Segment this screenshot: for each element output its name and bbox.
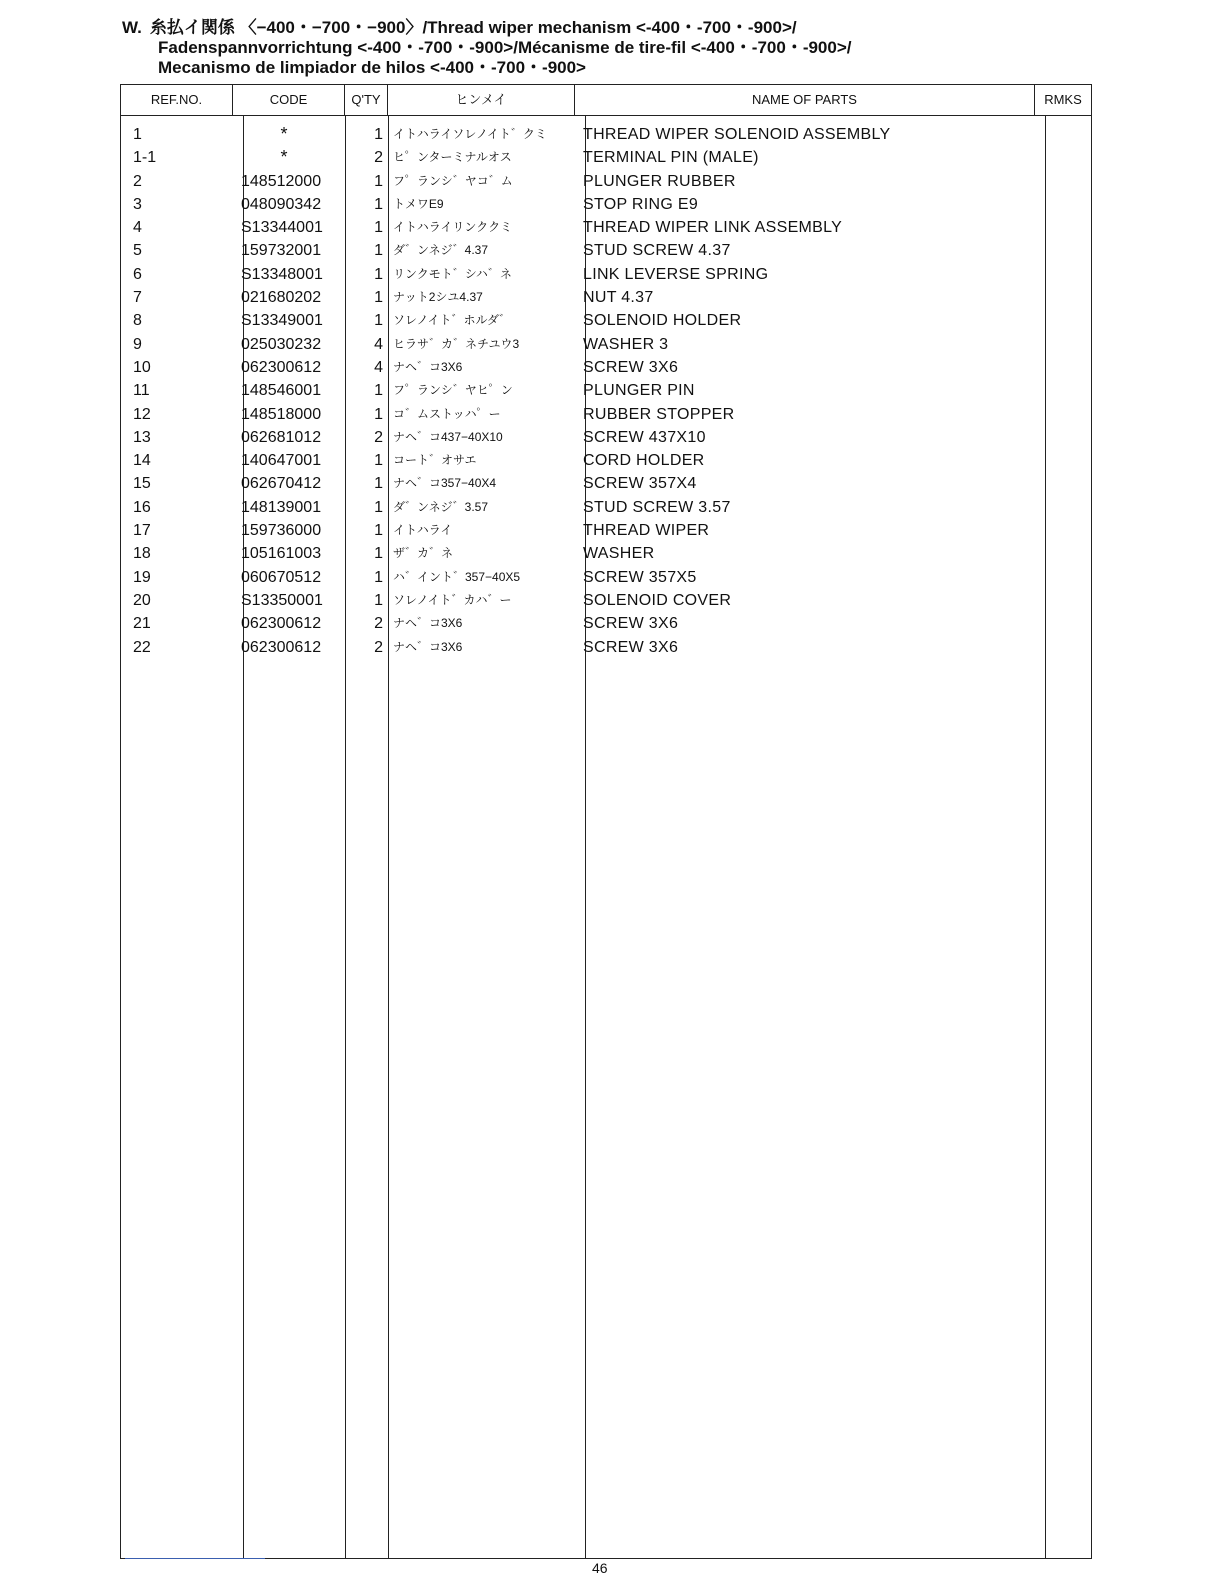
remarks-cell <box>1035 403 1091 426</box>
ref-no-cell: 16 <box>133 498 151 516</box>
code-cell: 148518000 <box>241 405 322 423</box>
table-header <box>121 85 1091 116</box>
kana-name-cell: ハ゛イント゛357−40X5 <box>393 569 521 584</box>
qty-cell: 1 <box>374 242 383 260</box>
ref-no-cell: 2 <box>133 172 142 190</box>
remarks-cell <box>1035 589 1091 612</box>
qty-cell: 1 <box>374 126 383 143</box>
kana-name-cell: ダ゛ンネジ゛4.37 <box>393 243 488 258</box>
ref-no-cell: 1-1 <box>133 149 157 167</box>
code-cell: 159732001 <box>241 242 322 260</box>
kana-name-cell: ダ゛ンネジ゛3.57 <box>393 499 488 514</box>
table-row <box>121 239 1091 262</box>
kana-name-cell: リンクモト゛シハ゛ネ <box>393 266 512 281</box>
table-row <box>121 123 1091 146</box>
qty-cell: 1 <box>374 289 383 307</box>
qty-cell: 1 <box>374 382 383 400</box>
qty-cell: 1 <box>374 195 383 213</box>
header-kana-name: ヒンメイ <box>388 85 575 115</box>
part-name-cell: NUT 4.37 <box>583 289 654 307</box>
part-name-cell: SOLENOID COVER <box>583 591 732 609</box>
ref-no-cell: 12 <box>133 405 151 423</box>
remarks-cell <box>1035 216 1091 239</box>
title-line-3: Mecanismo de limpiador de hilos <-400・-700・-900> <box>158 58 586 77</box>
page-number: 46 <box>592 1560 608 1576</box>
ref-no-cell: 9 <box>133 335 142 353</box>
part-name-cell: PLUNGER RUBBER <box>583 172 736 190</box>
table-row <box>121 496 1091 519</box>
document-title <box>122 18 1122 78</box>
part-name-cell: STOP RING E9 <box>583 195 699 213</box>
code-cell: 062300612 <box>241 615 322 633</box>
qty-cell: 2 <box>374 638 383 656</box>
table-row <box>121 286 1091 309</box>
remarks-cell <box>1035 123 1091 146</box>
code-cell: 025030232 <box>241 335 322 353</box>
part-name-cell: SCREW 357X5 <box>583 568 697 586</box>
table-row <box>121 542 1091 565</box>
code-cell: 062300612 <box>241 638 322 656</box>
table-row <box>121 146 1091 169</box>
remarks-cell <box>1035 286 1091 309</box>
remarks-cell <box>1035 426 1091 449</box>
kana-name-cell: ソレノイト゛カハ゛ー <box>393 592 512 607</box>
qty-cell: 1 <box>374 312 383 330</box>
qty-cell: 1 <box>374 219 383 237</box>
part-name-cell: WASHER <box>583 545 655 563</box>
remarks-cell <box>1035 612 1091 635</box>
part-name-cell: LINK LEVERSE SPRING <box>583 265 769 283</box>
qty-cell: 2 <box>374 428 383 446</box>
kana-name-cell: コ゛ムストッハ゜ー <box>393 406 501 421</box>
qty-cell: 1 <box>374 475 383 493</box>
ref-no-cell: 15 <box>133 475 151 493</box>
remarks-cell <box>1035 309 1091 332</box>
code-cell: 021680202 <box>241 289 322 307</box>
qty-cell: 1 <box>374 265 383 283</box>
kana-name-cell: フ゜ランシ゛ヤコ゛ム <box>393 173 513 188</box>
qty-cell: 1 <box>374 172 383 190</box>
part-name-cell: THREAD WIPER SOLENOID ASSEMBLY <box>583 126 891 143</box>
remarks-cell <box>1035 356 1091 379</box>
ref-no-cell: 22 <box>133 638 151 656</box>
ref-no-cell: 13 <box>133 428 151 446</box>
section-letter: W. <box>122 18 142 37</box>
qty-cell: 1 <box>374 522 383 540</box>
part-name-cell: SCREW 357X4 <box>583 475 697 493</box>
header-code: CODE <box>233 85 345 115</box>
footer-rule <box>125 1558 265 1559</box>
part-name-cell: STUD SCREW 4.37 <box>583 242 731 260</box>
code-cell: S13350001 <box>241 591 323 609</box>
table-row <box>121 519 1091 542</box>
remarks-cell <box>1035 333 1091 356</box>
remarks-cell <box>1035 379 1091 402</box>
remarks-cell <box>1035 542 1091 565</box>
remarks-cell <box>1035 566 1091 589</box>
remarks-cell <box>1035 193 1091 216</box>
kana-name-cell: イトハライリンククミ <box>393 220 513 235</box>
part-name-cell: SCREW 3X6 <box>583 638 679 656</box>
part-name-cell: CORD HOLDER <box>583 452 705 470</box>
ref-no-cell: 20 <box>133 591 151 609</box>
remarks-cell <box>1035 239 1091 262</box>
code-cell: 060670512 <box>241 568 322 586</box>
ref-no-cell: 7 <box>133 289 142 307</box>
kana-name-cell: コート゛オサエ <box>393 453 477 468</box>
part-name-cell: SCREW 3X6 <box>583 358 679 376</box>
table-row <box>121 589 1091 612</box>
header-qty: Q'TY <box>345 85 388 115</box>
ref-no-cell: 14 <box>133 452 151 470</box>
table-row <box>121 449 1091 472</box>
ref-no-cell: 21 <box>133 615 151 633</box>
code-cell: 148139001 <box>241 498 322 516</box>
code-cell: 062681012 <box>241 428 322 446</box>
part-name-cell: THREAD WIPER LINK ASSEMBLY <box>583 219 843 237</box>
code-cell: 105161003 <box>241 545 322 563</box>
kana-name-cell: ナヘ゛コ3X6 <box>393 639 463 654</box>
kana-name-cell: ナット2シユ4.37 <box>393 290 483 305</box>
ref-no-cell: 1 <box>133 126 142 143</box>
ref-no-cell: 4 <box>133 219 142 237</box>
code-cell: S13348001 <box>241 265 323 283</box>
code-cell: 062300612 <box>241 358 322 376</box>
table-row <box>121 193 1091 216</box>
ref-no-cell: 19 <box>133 568 151 586</box>
remarks-cell <box>1035 496 1091 519</box>
ref-no-cell: 10 <box>133 358 151 376</box>
code-cell: * <box>280 124 288 144</box>
ref-no-cell: 5 <box>133 242 142 260</box>
table-row <box>121 426 1091 449</box>
ref-no-cell: 8 <box>133 312 142 330</box>
part-name-cell: SOLENOID HOLDER <box>583 312 742 330</box>
parts-table <box>120 84 1092 1559</box>
kana-name-cell: トメワE9 <box>393 196 444 211</box>
kana-name-cell: ナヘ゛コ3X6 <box>393 616 463 631</box>
ref-no-cell: 18 <box>133 545 151 563</box>
kana-name-cell: ナヘ゛コ357−40X4 <box>393 476 497 491</box>
code-cell: 159736000 <box>241 522 322 540</box>
qty-cell: 1 <box>374 591 383 609</box>
code-cell: 062670412 <box>241 475 322 493</box>
qty-cell: 2 <box>374 149 383 167</box>
table-row <box>121 612 1091 635</box>
kana-name-cell: ナヘ゛コ437−40X10 <box>393 429 503 444</box>
qty-cell: 4 <box>374 358 383 376</box>
kana-name-cell: イトハライ <box>393 523 453 538</box>
title-line-1-text: 糸払イ関係 〈−400・−700・−900〉/Thread wiper mechanism <-400・-700・-900>/ <box>149 18 797 37</box>
header-remarks: RMKS <box>1044 92 1082 107</box>
title-line-2: Fadenspannvorrichtung <-400・-700・-900>/Mécanisme de tire-fil <-400・-700・-900>/ <box>158 38 852 57</box>
title-line-1 <box>122 18 1122 38</box>
table-row <box>121 356 1091 379</box>
remarks-cell <box>1035 636 1091 659</box>
remarks-cell <box>1035 472 1091 495</box>
ref-no-cell: 17 <box>133 522 151 540</box>
table-row <box>121 170 1091 193</box>
qty-cell: 2 <box>374 615 383 633</box>
kana-name-cell: イトハライソレノイト゛クミ <box>393 127 547 141</box>
kana-name-cell: ヒラサ゛カ゛ネチユウ3 <box>393 336 520 351</box>
qty-cell: 1 <box>374 568 383 586</box>
qty-cell: 4 <box>374 335 383 353</box>
part-name-cell: WASHER 3 <box>583 335 669 353</box>
table-row <box>121 333 1091 356</box>
ref-no-cell: 11 <box>133 382 150 400</box>
code-cell: * <box>280 147 288 168</box>
part-name-cell: SCREW 437X10 <box>583 428 706 446</box>
header-ref-no: REF.NO. <box>121 85 233 115</box>
part-name-cell: THREAD WIPER <box>583 522 710 540</box>
table-row <box>121 309 1091 332</box>
kana-name-cell: ソレノイト゛ホルダ゛ <box>393 313 511 328</box>
table-row <box>121 472 1091 495</box>
table-row <box>121 636 1091 659</box>
table-row <box>121 216 1091 239</box>
kana-name-cell: ナヘ゛コ3X6 <box>393 359 463 374</box>
part-name-cell: TERMINAL PIN (MALE) <box>583 149 759 167</box>
part-name-cell: PLUNGER PIN <box>583 382 695 400</box>
kana-name-cell: フ゜ランシ゛ヤヒ゜ン <box>393 383 513 398</box>
ref-no-cell: 6 <box>133 265 142 283</box>
code-cell: 148546001 <box>241 382 322 400</box>
part-name-cell: STUD SCREW 3.57 <box>583 498 731 516</box>
qty-cell: 1 <box>374 545 383 563</box>
kana-name-cell: ザ゛カ゛ネ <box>393 546 454 561</box>
header-name-of-parts: NAME OF PARTS <box>575 85 1035 115</box>
ref-no-cell: 3 <box>133 195 142 213</box>
qty-cell: 1 <box>374 498 383 516</box>
qty-cell: 1 <box>374 452 383 470</box>
part-name-cell: RUBBER STOPPER <box>583 405 735 423</box>
kana-name-cell: ヒ゜ンターミナルオス <box>393 150 512 165</box>
code-cell: S13344001 <box>241 219 323 237</box>
remarks-cell <box>1035 170 1091 193</box>
table-row <box>121 379 1091 402</box>
remarks-cell <box>1035 449 1091 472</box>
code-cell: 140647001 <box>241 452 322 470</box>
remarks-cell <box>1035 146 1091 169</box>
code-cell: 148512000 <box>241 172 322 190</box>
table-body <box>121 123 1091 659</box>
remarks-cell <box>1035 519 1091 542</box>
code-cell: S13349001 <box>241 312 323 330</box>
table-row <box>121 263 1091 286</box>
table-row <box>121 566 1091 589</box>
code-cell: 048090342 <box>241 195 322 213</box>
table-row <box>121 403 1091 426</box>
qty-cell: 1 <box>374 405 383 423</box>
remarks-cell <box>1035 263 1091 286</box>
part-name-cell: SCREW 3X6 <box>583 615 679 633</box>
